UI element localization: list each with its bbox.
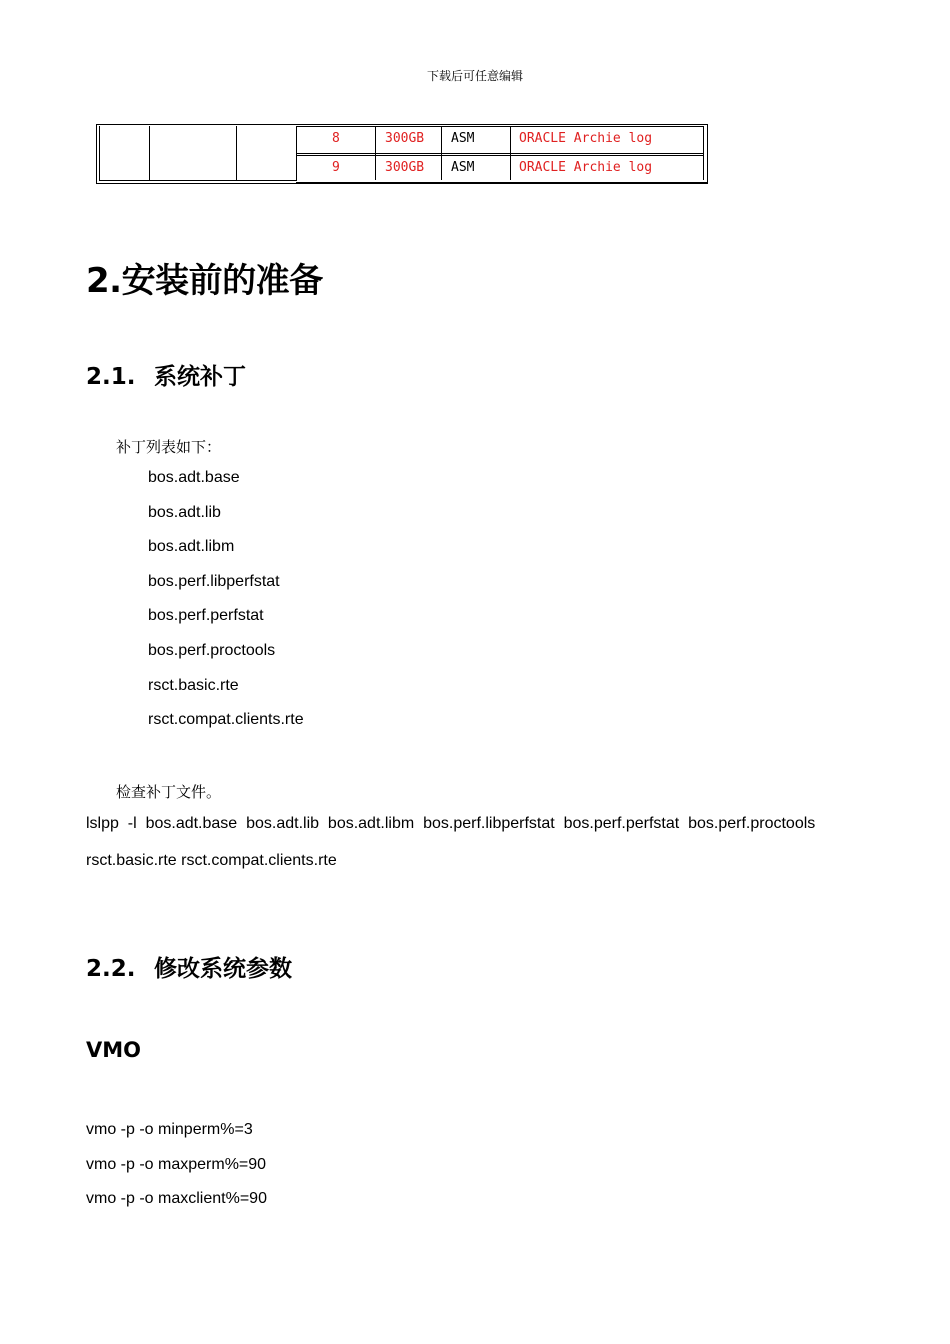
vmo-command: vmo -p -o minperm%=3 [86,1121,253,1138]
table-cell-no: 8 [332,131,340,146]
table-cell-use: ORACLE Archie log [519,131,653,146]
patch-item: bos.adt.lib [148,504,221,521]
patch-item: bos.perf.proctools [148,642,276,659]
subsection-number: 2.1. [86,364,136,390]
vmo-command: vmo -p -o maxperm%=90 [86,1156,267,1173]
patch-item: rsct.basic.rte [148,677,239,694]
patch-item: rsct.compat.clients.rte [148,711,304,728]
subsection-title: 修改系统参数 [154,956,292,982]
check-patch-label: 检查补丁文件。 [116,783,222,801]
patch-item: bos.adt.base [148,469,240,486]
patch-item: bos.adt.libm [148,538,235,555]
table-cell-no: 9 [332,160,340,175]
table-cell-type: ASM [451,131,475,146]
patch-list-intro: 补丁列表如下： [116,438,222,456]
table-cell-size: 300GB [385,160,425,175]
table-cell-use: ORACLE Archie log [519,160,653,175]
subsection-heading [86,950,292,983]
patch-item: bos.perf.libperfstat [148,573,280,590]
disk-table [96,124,708,185]
patch-item: bos.perf.perfstat [148,607,264,624]
subsection-heading [86,358,246,391]
subsection-number: 2.2. [86,956,136,982]
subsection-title: 系统补丁 [154,364,246,390]
vmo-command: vmo -p -o maxclient%=90 [86,1190,267,1207]
vmo-heading: VMO [86,1038,142,1062]
lslpp-command-line1: lslpp -l bos.adt.base bos.adt.lib bos.adt.libm bos.perf.libperfstat bos.perf.perfstat bos.perf.proctools [86,815,816,832]
table-cell-type: ASM [451,160,475,175]
lslpp-command-line2: rsct.basic.rte rsct.compat.clients.rte [86,852,337,869]
table-cell-size: 300GB [385,131,425,146]
section-heading: 2.安装前的准备 [86,261,323,301]
page-header-note: 下载后可任意编辑 [426,69,523,83]
